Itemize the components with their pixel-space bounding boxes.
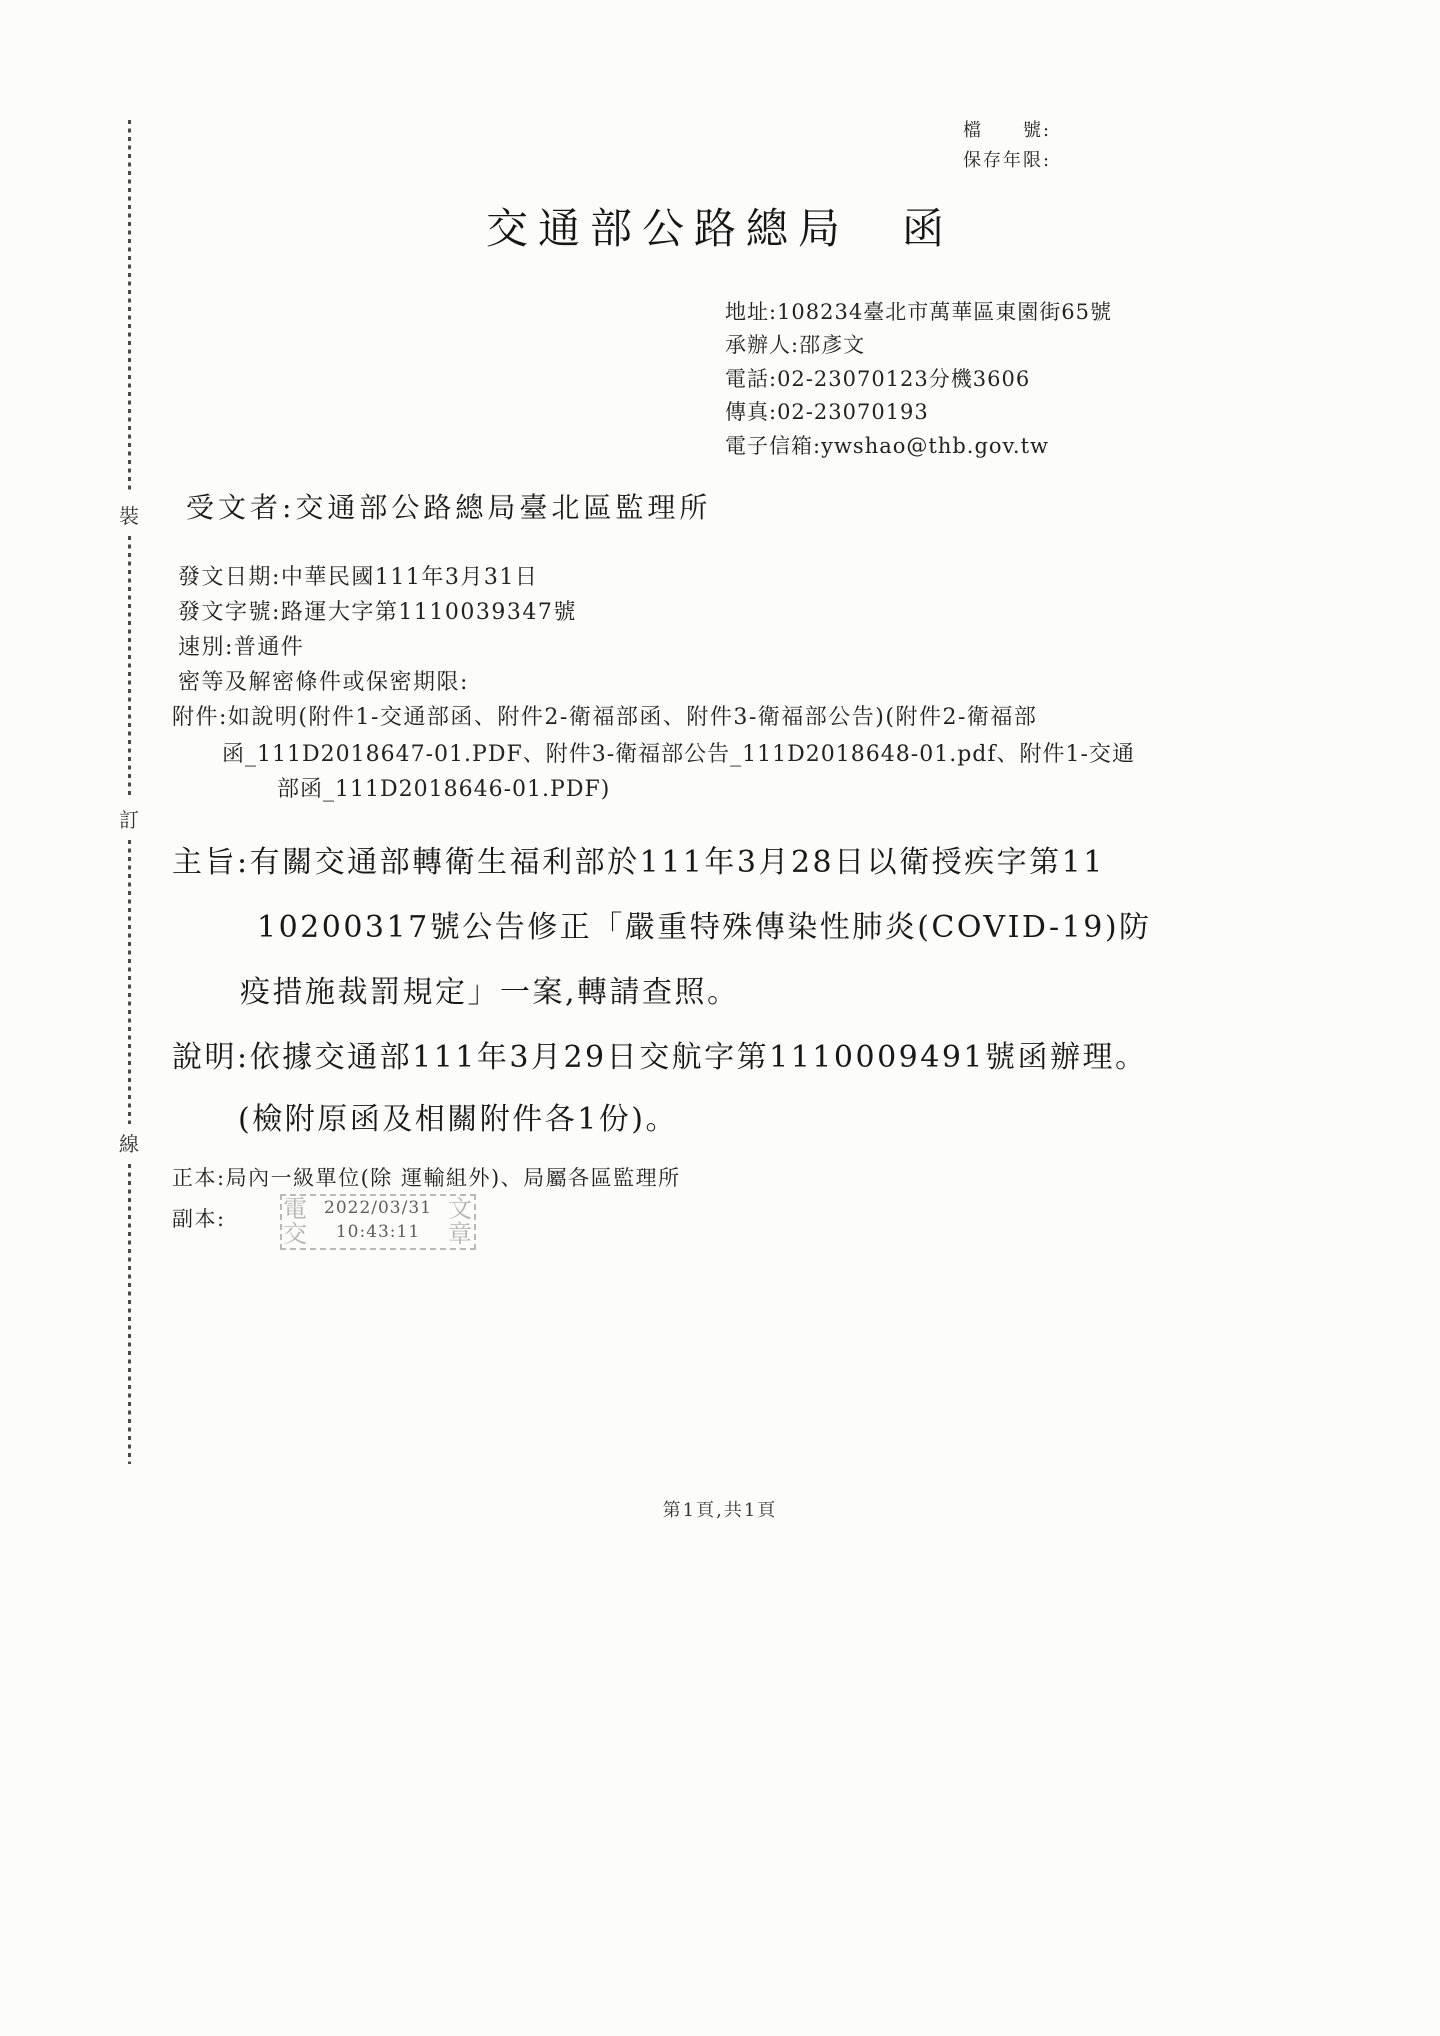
carbon-copy-label: 副本: bbox=[172, 1207, 226, 1231]
sender-fax: 傳真:02-23070193 bbox=[725, 400, 929, 424]
subject-line-1: 主旨:有關交通部轉衛生福利部於111年3月28日以衛授疾字第11 bbox=[172, 845, 1105, 880]
doc-number-line: 發文字號:路運大字第1110039347號 bbox=[178, 600, 577, 625]
attachment-line-3: 部函_111D2018646-01.PDF) bbox=[277, 777, 611, 802]
issue-date-line: 發文日期:中華民國111年3月31日 bbox=[178, 565, 539, 590]
document-title: 交通部公路總局 函 bbox=[485, 204, 954, 253]
file-number-label: 檔 號: bbox=[963, 120, 1052, 141]
binding-dotted-line-segment-4 bbox=[128, 1164, 131, 1464]
stamp-char-zhang: 章 bbox=[448, 1220, 472, 1248]
attachment-line-1: 附件:如說明(附件1-交通部函、附件2-衛福部函、附件3-衛福部公告)(附件2-衛福部 bbox=[172, 705, 1038, 730]
description-line-2: (檢附原函及相關附件各1份)。 bbox=[238, 1102, 678, 1137]
subject-line-3: 疫措施裁罰規定」一案,轉請查照。 bbox=[240, 975, 740, 1010]
binding-dotted-line-segment-2 bbox=[128, 536, 131, 798]
page-number-footer: 第1頁,共1頁 bbox=[662, 1500, 778, 1521]
priority-line: 速別:普通件 bbox=[178, 635, 305, 660]
subject-line-2: 10200317號公告修正「嚴重特殊傳染性肺炎(COVID-19)防 bbox=[257, 910, 1152, 945]
retention-period-label: 保存年限: bbox=[963, 150, 1052, 171]
security-line: 密等及解密條件或保密期限: bbox=[178, 670, 469, 695]
stamp-char-jiao: 交 bbox=[283, 1220, 307, 1248]
sender-contact-person: 承辦人:邵彥文 bbox=[725, 333, 866, 357]
recipient-line: 受文者:交通部公路總局臺北區監理所 bbox=[186, 491, 712, 524]
description-line-1: 說明:依據交通部111年3月29日交航字第1110009491號函辦理。 bbox=[172, 1040, 1148, 1075]
stamp-char-wen: 文 bbox=[448, 1195, 472, 1223]
binding-dotted-line-segment-1 bbox=[128, 120, 131, 492]
binding-mark-xian: 線 bbox=[119, 1132, 139, 1156]
binding-mark-zhuang: 裝 bbox=[119, 504, 139, 528]
binding-dotted-line-segment-3 bbox=[128, 840, 131, 1124]
sender-phone: 電話:02-23070123分機3606 bbox=[725, 367, 1031, 391]
binding-mark-ding: 訂 bbox=[119, 808, 139, 832]
stamp-date: 2022/03/31 bbox=[324, 1198, 432, 1218]
stamp-char-dian: 電 bbox=[283, 1195, 307, 1223]
sender-email: 電子信箱:ywshao@thb.gov.tw bbox=[725, 434, 1050, 458]
sender-address: 地址:108234臺北市萬華區東園街65號 bbox=[725, 300, 1112, 324]
stamp-time: 10:43:11 bbox=[335, 1222, 421, 1242]
attachment-line-2: 函_111D2018647-01.PDF、附件3-衛福部公告_111D2018648-01.pdf、附件1-交通 bbox=[222, 742, 1135, 767]
electronic-exchange-stamp bbox=[280, 1194, 476, 1250]
original-copy-line: 正本:局內一級單位(除 運輸組外)、局屬各區監理所 bbox=[172, 1166, 681, 1190]
